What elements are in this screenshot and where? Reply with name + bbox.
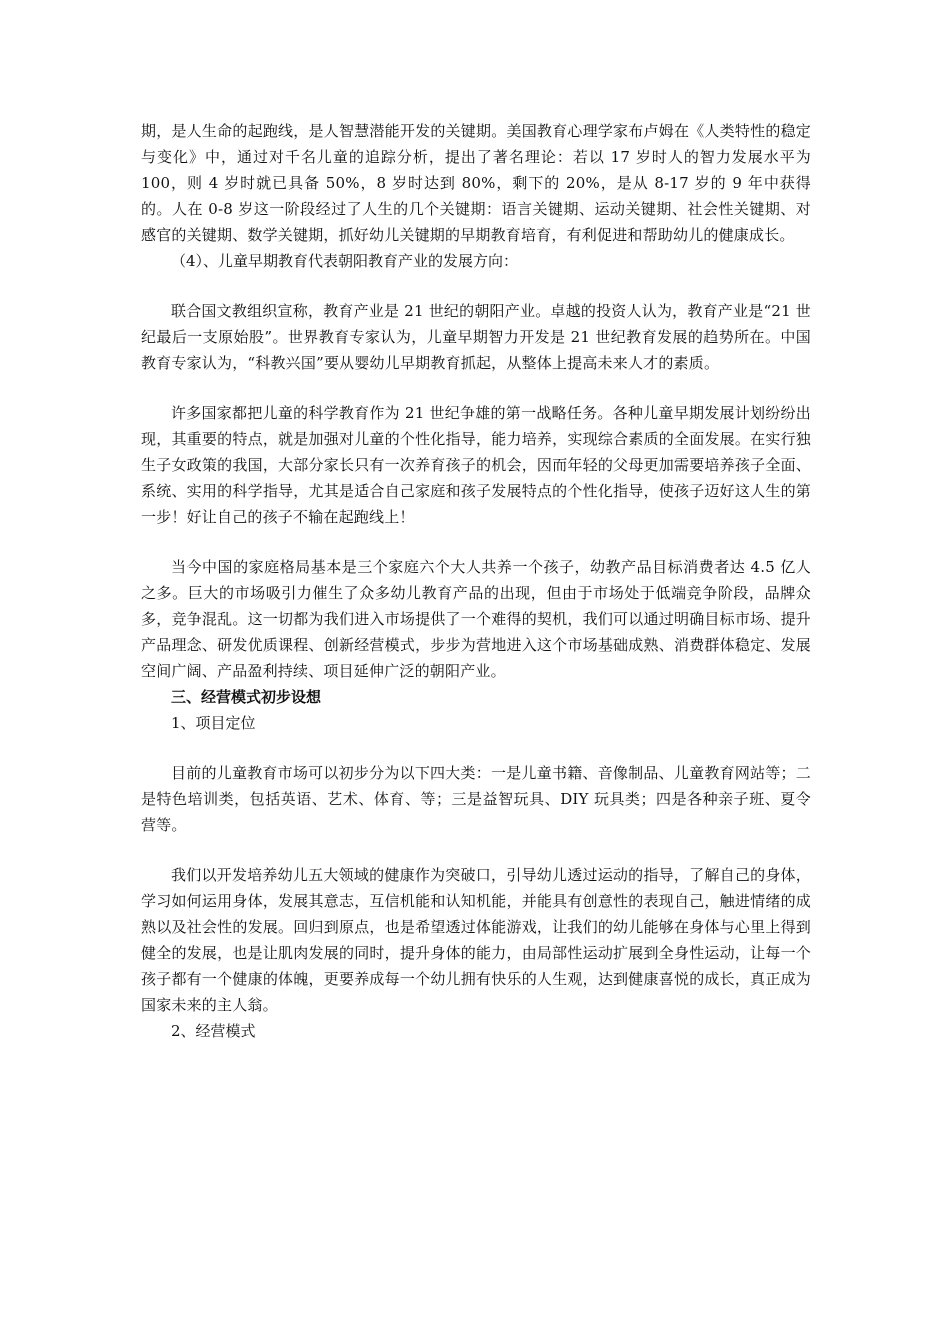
paragraph-unesco: 联合国文教组织宣称，教育产业是 21 世纪的朝阳产业。卓越的投资人认为，教育产业是“21 世纪最后一支原始股”。世界教育专家认为，儿童早期智力开发是 21 世纪教育发展的趋势所在。中国教育专家认为，“科教兴国”要从婴幼儿早期教育抓起，从整体上提高未来人才的素质。 [141,302,811,372]
section-heading-business-model: 三、经营模式初步设想 [171,688,322,706]
subheading-project-positioning: 1、项目定位 [171,714,256,732]
document-body [141,118,811,1044]
paragraph-market-categories: 目前的儿童教育市场可以初步分为以下四大类：一是儿童书籍、音像制品、儿童教育网站等；二是特色培训类，包括英语、艺术、体育、等；三是益智玩具、DIY 玩具类；四是各种亲子班、夏令营等。 [141,764,811,834]
subheading-operating-model: 2、经营模式 [171,1022,256,1040]
paragraph-national-strategy: 许多国家都把儿童的科学教育作为 21 世纪争雄的第一战略任务。各种儿童早期发展计划纷纷出现，其重要的特点，就是加强对儿童的个性化指导，能力培养，实现综合素质的全面发展。在实行独生子女政策的我国，大部分家长只有一次养育孩子的机会，因而年轻的父母更加需要培养孩子全面、系统、实用的科学指导，尤其是适合自己家庭和孩子发展特点的个性化指导，使孩子迈好这人生的第一步！好让自己的孩子不输在起跑线上！ [141,404,811,526]
subheading-sunrise-industry: （4）、儿童早期教育代表朝阳教育产业的发展方向： [171,252,519,270]
paragraph-market: 当今中国的家庭格局基本是三个家庭六个大人共养一个孩子，幼教产品目标消费者达 4.5 亿人之多。巨大的市场吸引力催生了众多幼儿教育产品的出现，但由于市场处于低端竞争阶段，品牌众多，竞争混乱。这一切都为我们进入市场提供了一个难得的契机，我们可以通过明确目标市场、提升产品理念、研发优质课程、创新经营模式，步步为营地进入这个市场基础成熟、消费群体稳定、发展空间广阔、产品盈利持续、项目延伸广泛的朝阳产业。 [141,558,811,680]
paragraph-critical-periods: 期，是人生命的起跑线，是人智慧潜能开发的关键期。美国教育心理学家布卢姆在《人类特性的稳定与变化》中，通过对千名儿童的追踪分析，提出了著名理论：若以 17 岁时人的智力发展水平为 100，则 4 岁时就已具备 50%，8 岁时达到 80%，剩下的 20%，是从 8-17 岁的 9 年中获得的。人在 0-8 岁这一阶段经过了人生的几个关键期：语言关键期、运动关键期、社会性关键期、对感官的关键期、数学关键期，抓好幼儿关键期的早期教育培育，有利促进和帮助幼儿的健康成长。 [141,122,811,244]
paragraph-health-focus: 我们以开发培养幼儿五大领域的健康作为突破口，引导幼儿透过运动的指导，了解自己的身体，学习如何运用身体，发展其意志，互信机能和认知机能，并能具有创意性的表现自己，触进情绪的成熟以及社会性的发展。回归到原点，也是希望透过体能游戏，让我们的幼儿能够在身体与心里上得到健全的发展，也是让肌肉发展的同时，提升身体的能力，由局部性运动扩展到全身性运动，让每一个孩子都有一个健康的体魄，更要养成每一个幼儿拥有快乐的人生观，达到健康喜悦的成长，真正成为国家未来的主人翁。 [141,866,811,1014]
